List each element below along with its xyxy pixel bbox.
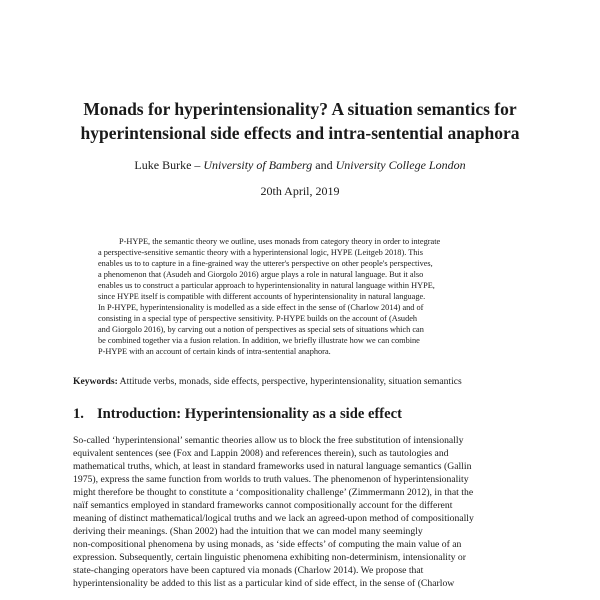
body-line: mathematical truths, which, at least in standard frameworks used in natural language semantics (Gallin bbox=[73, 461, 472, 472]
abstract-line: P-HYPE with an account of certain kinds of intra-sentential anaphora. bbox=[98, 347, 331, 356]
abstract-line: a perspective-sensitive semantic theory with a hyperintensional logic, HYPE (Leitgeb 2018). This bbox=[98, 248, 423, 257]
section-title: Introduction: Hyperintensionality as a side effect bbox=[97, 406, 402, 422]
paper-date: 20th April, 2019 bbox=[260, 184, 340, 198]
author-line bbox=[60, 157, 540, 173]
body-line: meaning of distinct mathematical/logical truths and we lack an agreed-upon method of compositionally bbox=[73, 513, 474, 524]
author-name: Luke Burke bbox=[134, 158, 192, 172]
abstract-line: since HYPE itself is compatible with different accounts of hyperintensionality in natural language. bbox=[98, 292, 426, 301]
body-line: So-called ‘hyperintensional’ semantic theories allow us to block the free substitution of intensionally bbox=[73, 435, 464, 446]
section-heading bbox=[73, 405, 533, 423]
section-number: 1. bbox=[73, 406, 84, 422]
abstract-line: enables us to construct a particular approach to hyperintensionality in natural language within HYPE, bbox=[98, 281, 435, 290]
body-line: state-changing operators have been captured via monads (Charlow 2014). We propose that bbox=[73, 565, 424, 576]
paper-title-line-1: Monads for hyperintensionality? A situation semantics for bbox=[83, 99, 517, 119]
keywords bbox=[73, 376, 533, 388]
keywords-list: Attitude verbs, monads, side effects, perspective, hyperintensionality, situation semantics bbox=[117, 376, 462, 387]
affiliation-bamberg: University of Bamberg bbox=[203, 158, 313, 172]
author-separator: – bbox=[191, 158, 204, 172]
abstract-line: be combined together via a fusion relation. In addition, we briefly illustrate how we can combine bbox=[98, 336, 420, 345]
body-line: expression. Subsequently, certain linguistic phenomena exhibiting non-determinism, intensionality or bbox=[73, 552, 466, 563]
abstract-line: and Giorgolo 2016), by carving out a notion of perspectives as special sets of situations which can bbox=[98, 325, 424, 334]
body-line: might therefore be thought to constitute a ‘compositionality challenge’ (Zimmermann 2012), in that the bbox=[73, 487, 474, 498]
body-line: 1975), express the same function from worlds to truth values. The phenomenon of hyperintensionality bbox=[73, 474, 469, 485]
body-line: non-compositional phenomena by using monads, as ‘side effects’ of computing the main value of an bbox=[73, 539, 462, 550]
abstract-line: consisting in a special type of perspective sensitivity. P-HYPE builds on the account of (Asudeh bbox=[98, 314, 418, 323]
paper-title-line-2: hyperintensional side effects and intra-sentential anaphora bbox=[80, 123, 520, 143]
body-line: equivalent sentences (see (Fox and Lappin 2008) and references therein), such as tautologies and bbox=[73, 448, 449, 459]
body-line: naïf semantics employed in standard frameworks cannot compositionally account for the different bbox=[73, 500, 453, 511]
abstract-line: enables us to to capture in a fine-grained way the utterer's perspective on other people's perspectives, bbox=[98, 259, 433, 268]
abstract-line: In P-HYPE, hyperintensionality is modelled as a side effect in the sense of (Charlow 2014) and of bbox=[98, 303, 424, 312]
keywords-label: Keywords: bbox=[73, 376, 118, 387]
body-line: hyperintensionality be added to this list as a particular kind of side effect, in the sense of (Charlow bbox=[73, 578, 455, 589]
body-line: deriving their meanings. (Shan 2002) had the intuition that we can model many seemingly bbox=[73, 526, 423, 537]
abstract-line: P-HYPE, the semantic theory we outline, uses monads from category theory in order to integrate bbox=[119, 237, 441, 246]
affiliation-ucl: University College London bbox=[335, 158, 466, 172]
abstract-line: a phenomenon that (Asudeh and Giorgolo 2016) argue plays a role in natural language. But it also bbox=[98, 270, 424, 279]
affiliation-conjunction: and bbox=[312, 158, 336, 172]
